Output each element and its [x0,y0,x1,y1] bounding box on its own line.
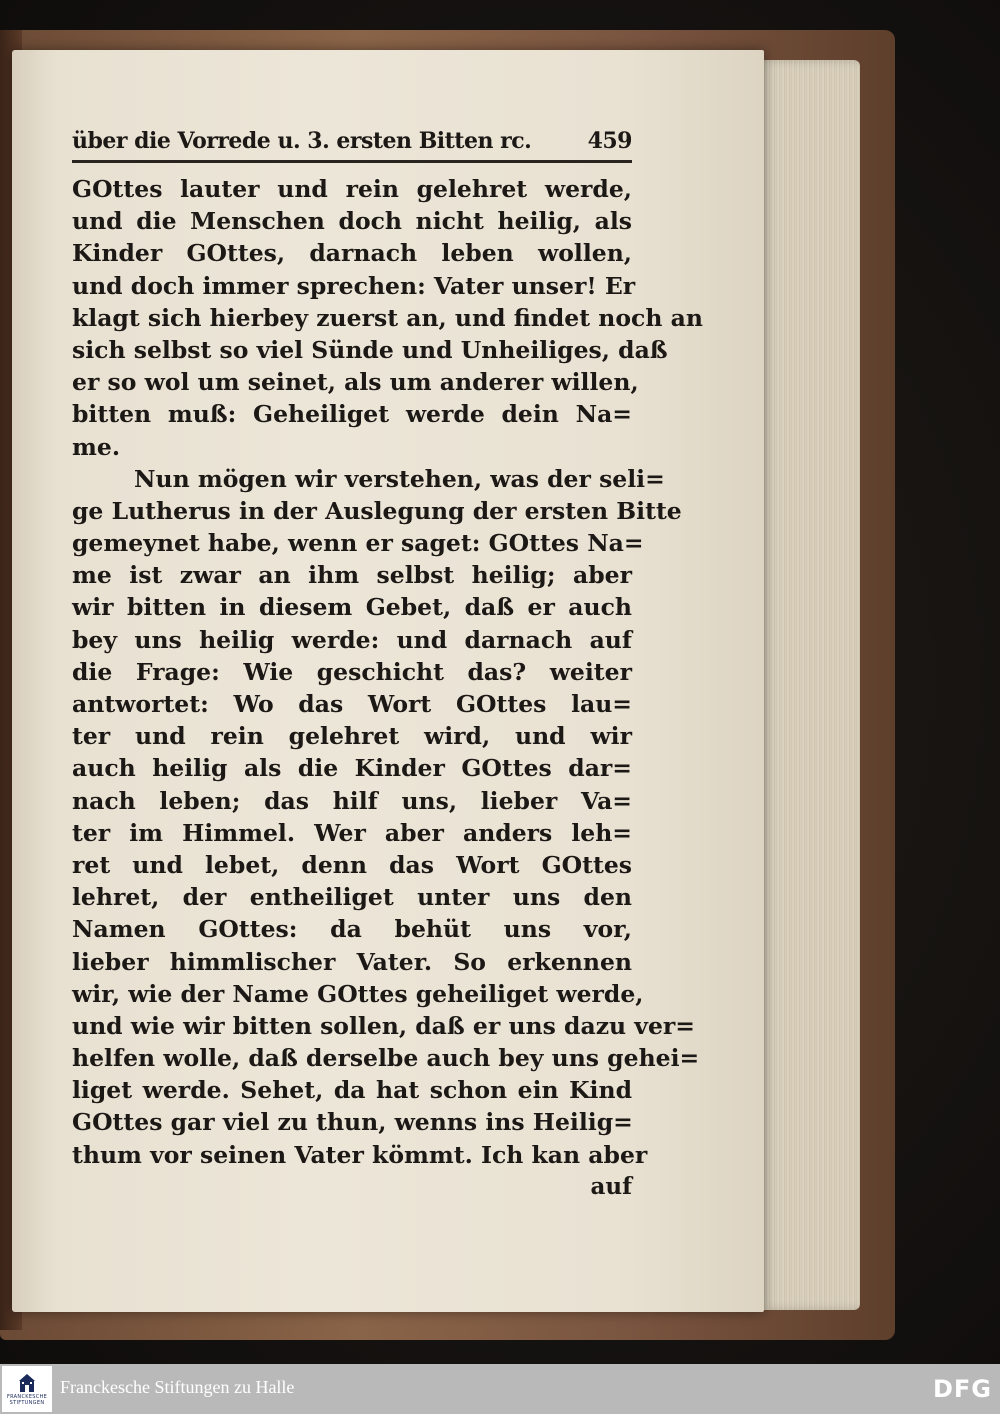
institution-name[interactable]: Franckesche Stiftungen zu Halle [60,1377,295,1397]
text-line: wir bitten in diesem Gebet, daß er auch [72,593,632,622]
text-line: gemeynet habe, wenn er saget: GOttes Na= [72,529,644,558]
footer-bar [0,1364,1000,1414]
text-line: bitten muß: Geheiliget werde dein Na= [72,400,632,429]
text-line: liget werde. Sehet, da hat schon ein Kind [72,1076,632,1105]
text-line: wir, wie der Name GOttes geheiliget werde, [72,979,644,1008]
text-line: bey uns heilig werde: und darnach auf [72,625,632,654]
text-line: GOttes lauter und rein gelehret werde, [72,175,632,203]
text-line: auch heilig als die Kinder GOttes dar= [72,754,632,783]
running-head: über die Vorrede u. 3. ersten Bitten rc. [72,128,532,154]
dfg-logo[interactable]: DFG [932,1375,992,1403]
body-text [72,173,703,1171]
logo-text-line2: STIFTUNGEN [9,1400,45,1406]
text-line: helfen wolle, daß derselbe auch bey uns gehei= [72,1044,700,1073]
text-line: Kinder GOttes, darnach leben wollen, [72,239,632,268]
text-line: ret und lebet, denn das Wort GOttes [72,850,632,879]
text-line: die Frage: Wie geschicht das? weiter [72,657,632,686]
text-line: me ist zwar an ihm selbst heilig; aber [72,561,632,590]
page-header [72,128,632,163]
text-line: lehret, der entheiliget unter uns den [72,883,632,912]
text-line: und die Menschen doch nicht heilig, als [72,207,632,236]
text-line: und doch immer sprechen: Vater unser! Er [72,271,636,300]
text-line: ter und rein gelehret wird, und wir [72,722,632,751]
text-line: lieber himmlischer Vater. So erkennen [72,947,632,976]
text-line: antwortet: Wo das Wort GOttes lau= [72,690,632,718]
text-line: thum vor seinen Vater kömmt. Ich kan aber [72,1140,648,1169]
text-line: ge Lutherus in der Auslegung der ersten Bitte [72,496,682,525]
institution-logo[interactable] [2,1366,52,1412]
catchword: auf [590,1172,632,1200]
text-line: er so wol um seinet, als um anderer willen, [72,368,639,397]
book-page [12,50,764,1312]
text-line: Namen GOttes: da behüt uns vor, [72,915,632,944]
orphanage-building-icon [18,1372,36,1394]
logo-text [7,1394,47,1406]
logo-text-line1: FRANCKESCHE [6,1394,48,1400]
text-line: nach leben; das hilf uns, lieber Va= [72,786,632,815]
text-line: ter im Himmel. Wer aber anders leh= [72,818,632,847]
page-content [72,128,703,1200]
text-line: klagt sich hierbey zuerst an, und findet noch an [72,303,703,332]
text-line: me. [72,432,120,461]
page-number: 459 [587,128,632,154]
text-line: Nun mögen wir verstehen, was der seli= [134,464,665,493]
text-line: sich selbst so viel Sünde und Unheiliges, daß [72,335,668,364]
text-line: und wie wir bitten sollen, daß er uns dazu ver= [72,1011,695,1040]
text-line: GOttes gar viel zu thun, wenns ins Heilig= [72,1108,633,1137]
page-edges [755,60,860,1310]
